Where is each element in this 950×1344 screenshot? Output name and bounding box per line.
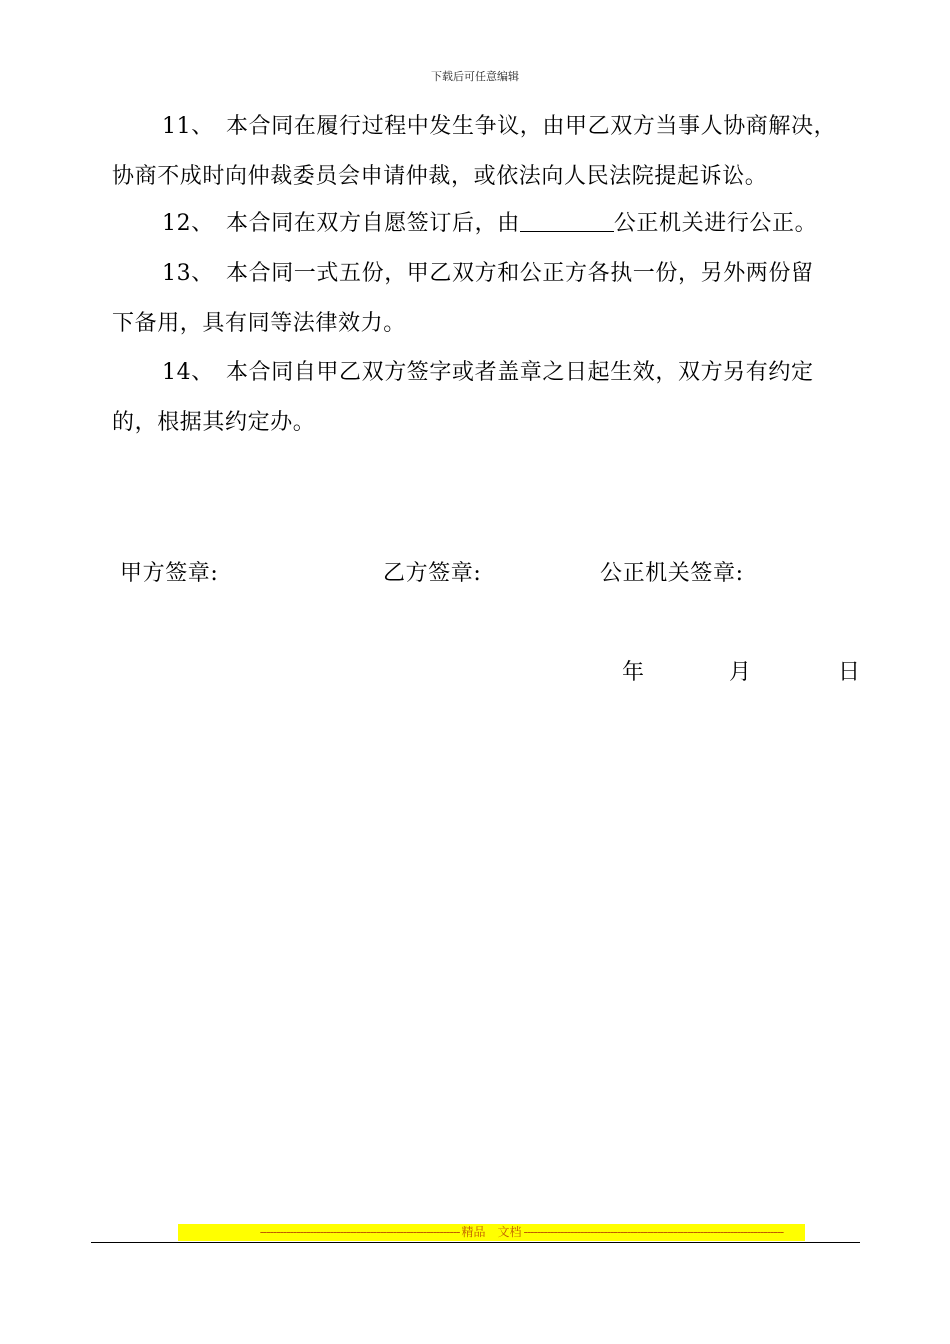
clause-number: 14、: [162, 360, 214, 385]
clause-13-line-1: [112, 249, 864, 299]
date-day: 日: [838, 660, 861, 685]
clause-14-line-1: [112, 348, 864, 398]
clause-number: 11、: [162, 114, 214, 139]
party-b-signature-label: 乙方签章:: [383, 561, 482, 586]
footer-rule: [91, 1242, 860, 1243]
clause-12: [112, 199, 864, 249]
header-note: 下载后可任意编辑: [431, 70, 519, 83]
date-month: 月: [729, 660, 752, 685]
fill-in-blank: [520, 207, 614, 232]
clause-text: 本合同自甲乙双方签字或者盖章之日起生效，双方另有约定: [226, 360, 814, 385]
clause-14-line-2: 的，根据其约定办。: [112, 410, 316, 435]
clause-text-before: 本合同在双方自愿签订后，由: [226, 211, 520, 236]
footer-label: 精品 文档: [461, 1225, 522, 1239]
clause-text: 本合同在履行过程中发生争议，由甲乙双方当事人协商解决，: [226, 114, 837, 139]
clause-12-line-1: [112, 199, 864, 249]
notary-signature-label: 公正机关签章:: [600, 561, 744, 586]
party-a-signature-label: 甲方签章:: [120, 561, 219, 586]
clause-11-line-2: 协商不成时向仲裁委员会申请仲裁，或依法向人民法院提起诉讼。: [112, 164, 768, 189]
clause-13-line-2: 下备用，具有同等法律效力。: [112, 311, 406, 336]
footer-dashes-left: ------------------------------------------------------------: [259, 1225, 460, 1239]
clause-number: 13、: [162, 261, 214, 286]
clause-text: 本合同一式五份，甲乙双方和公正方各执一份，另外两份留: [226, 261, 814, 286]
footer-band: [178, 1224, 805, 1241]
clause-11: [112, 102, 864, 202]
footer-dashes-right: ------------------------------------------------------------------------------: [523, 1225, 784, 1239]
clause-text-after: 公正机关进行公正。: [613, 211, 818, 236]
clause-number: 12、: [162, 211, 214, 236]
clause-13: [112, 249, 864, 349]
clause-14: [112, 348, 864, 448]
date-year: 年: [622, 660, 645, 685]
clause-11-line-1: [112, 102, 864, 152]
